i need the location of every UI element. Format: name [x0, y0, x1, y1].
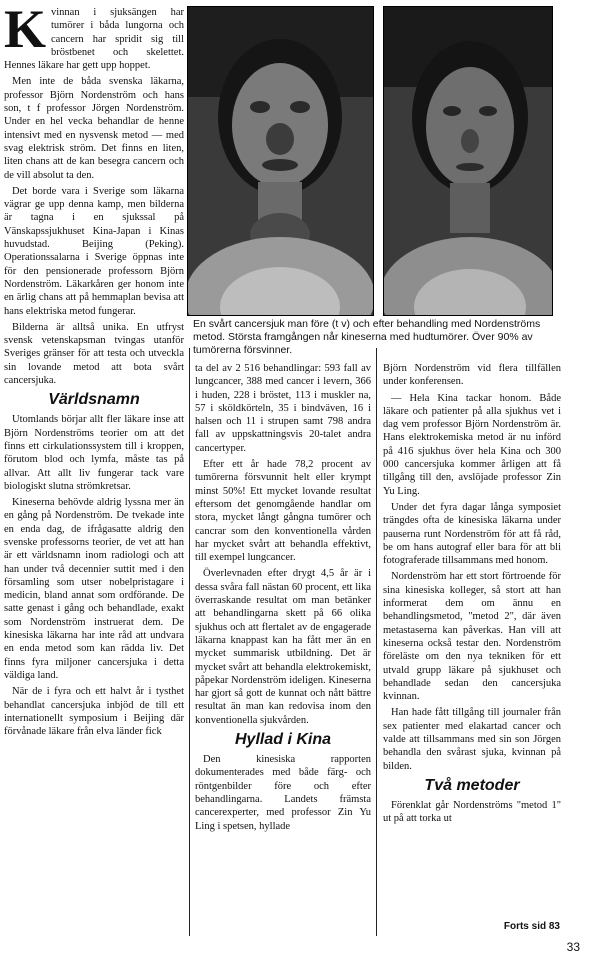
paragraph: Men inte de båda svenska läkarna, professor Björn Nordenström och hans son, t f professor Jörgen Nordenström. Under en hel vecka behandlar de henne intensivt med en nysvensk metod — med svag elektrisk ström. Det finns en liten, liten chans att de kan besegra cancern och de vill absolut ta den. [4, 76, 184, 181]
paragraph: Nordenström har ett stort förtroende för sina kinesiska kolleger, så stort att han informerat dem om ännu en behandlingsmetod, "metod 2", där även metastaserna kan påverkas. Han vill att kineserna också testar den. Nordenström föreläste om den nya tekniken för ett utvald grupp läkare på sjukhuset och behandlade sedan den cancersjuka kvinnan. [383, 571, 561, 703]
article-column-2 [195, 362, 371, 937]
paragraph: När de i fyra och ett halvt år i tysthet behandlat cancersjuka inbjöd de till ett internationellt symposium i Beijing där förvånade läkare från elva länder fick [4, 686, 184, 738]
paragraph: Under det fyra dagar långa symposiet trängdes ofta de kinesiska läkarna under pauserna runt Nordenström för att få råd, be om hans autograf eller bara för att bli fotograferade tillsammans med honom. [383, 501, 561, 567]
page-number: 33 [566, 940, 580, 954]
article-column-3 [383, 362, 561, 922]
paragraph: Förenklat går Nordenströms "metod 1" ut på att torka ut [383, 799, 561, 825]
paragraph: Den kinesiska rapporten dokumenterades med både färg- och röntgenbilder före och efter behandlingarna. Landets främsta cancerexperter, med professor Zin Yu Ling i spetsen, hyllade [195, 754, 371, 832]
paragraph: Det borde vara i Sverige som läkarna vägrar ge upp denna kamp, men bilderna är tagna i en sjukssal på Vänskapssjukhuset Kina-Japan i Kinas huvudstad. Beijing (Peking). Operationssalarna i Sverige öppnas inte för den pensionerade professorn Björn Nordenström. Läkarkåren ger honom inte en ärlig chans att på hemmaplan bevisa att hans elektriska metod fungerar. [4, 185, 184, 317]
paragraph: Björn Nordenström vid flera tillfällen under konferensen. [383, 363, 561, 388]
paragraph: Kineserna behövde aldrig lyssna mer än en gång på Nordenström. De tvekade inte en enda dag, de ifrågasatte aldrig den svenske professorns teorier, de vet att han är ett världsnamn inom radiologi och att han under två decennier suttit med i den församling som utser nobelpristagare i medicin, bland annat som ordförande. De satte genast i gång och behandlade, exakt som Nordenström instruerat dem. De kinesiska läkarna har inte råd att undvara en enda metod som kan rädda liv. Det finns fyra miljoner cancersjuka i detta väldiga land. [4, 497, 184, 681]
paragraph: ta del av 2 516 behandlingar: 593 fall av lungcancer, 388 med cancer i levern, 366 i huden, 228 i bröstet, 113 i muskler na, 57 i sköldkörteln, 35 i bindväven, 16 i halsen och 11 i strupen samt 798 andra fall av uppskattningsvis 20-talet andra cancertyper. [195, 363, 371, 454]
column-divider [189, 348, 190, 936]
continued-on-page: Forts sid 83 [503, 921, 560, 932]
article-column-1 [4, 0, 184, 936]
paragraph: — Hela Kina tackar honom. Både läkare och patienter på alla sjukhus vet i dag vem professor Björn Nordenström är. Hans elektrokemiska metod är nu införd på 416 sjukhus över hela Kina och 300 000 cancersjuka kommer årligen att få tillgång till den, avslöjade professor Zin Yu Ling. [383, 392, 561, 497]
photo-after-treatment [383, 6, 553, 316]
photo-caption: En svårt cancersjuk man före (t v) och efter behandling med Nordenströms metod. Största framgången når kineserna med hudtumörer. Över 90% av tumörerna försvinner. [193, 318, 541, 356]
subheading-tva-metoder: Två metoder [424, 776, 520, 794]
photo-before-treatment [187, 6, 374, 316]
subheading-hyllad-i-kina: Hyllad i Kina [234, 731, 332, 749]
paragraph: Utomlands börjar allt fler läkare inse att Björn Nordenströms teorier om att det finns ett cirkulationssystem till i kroppen, förutom blod och lymfa, måste tas på allvar. Att allt liv fungerar tack vare biologiskt slutna strömkretsar. [4, 414, 184, 492]
paragraph: Efter ett år hade 78,2 procent av tumörerna försvunnit helt eller krympt minst 50%! Ett mycket lovande resultat eftersom det genomgående handlar om stora, mycket långt gångna tumörer och cancrar som den konventionella vården har mycket svårt att behandla effektivt, till exempel lungcancer. [195, 459, 371, 564]
patient-before-image [188, 7, 373, 315]
paragraph: Han hade fått tillgång till journaler från sex patienter med elakartad cancer och valde att tillsammans med sin son Jörgen behandla den svårast sjuka, kvinnan på bilden. [383, 707, 561, 772]
drop-cap: K [4, 0, 47, 59]
lead-paragraph: Kvinnan i sjuksängen har tumörer i båda lungorna och cancern har spridit sig till bröstbenet och skelettet. Hennes läkare har gett upp hoppet. [4, 0, 184, 72]
subheading-varldsnamn: Världsnamn [48, 391, 140, 409]
paragraph: Bilderna är alltså unika. En utfryst svensk vetenskapsman tvingas utanför Sveriges gränser för att testa och utveckla sin lovande metod att bota svårt cancersjuka. [4, 321, 184, 387]
column-divider [376, 348, 377, 936]
paragraph: Överlevnaden efter drygt 4,5 år är i dessa svåra fall nästan 60 procent, ett lika överraskande resultat om man betänker att behandlingarna skett på 66 olika sjukhus och att flertalet av de engagerade läkarna knappast kan ha fått mer än en mycket summarisk utbildning. Det är mycket svårt att behandla elektrokemiskt, påpekar Nordenström ideligen. Kineserna har gjort så gott de kunnat och nått bättre resultat än man kan redovisa inom den konventionella sjukvården. [195, 568, 371, 726]
patient-after-image [384, 7, 552, 315]
